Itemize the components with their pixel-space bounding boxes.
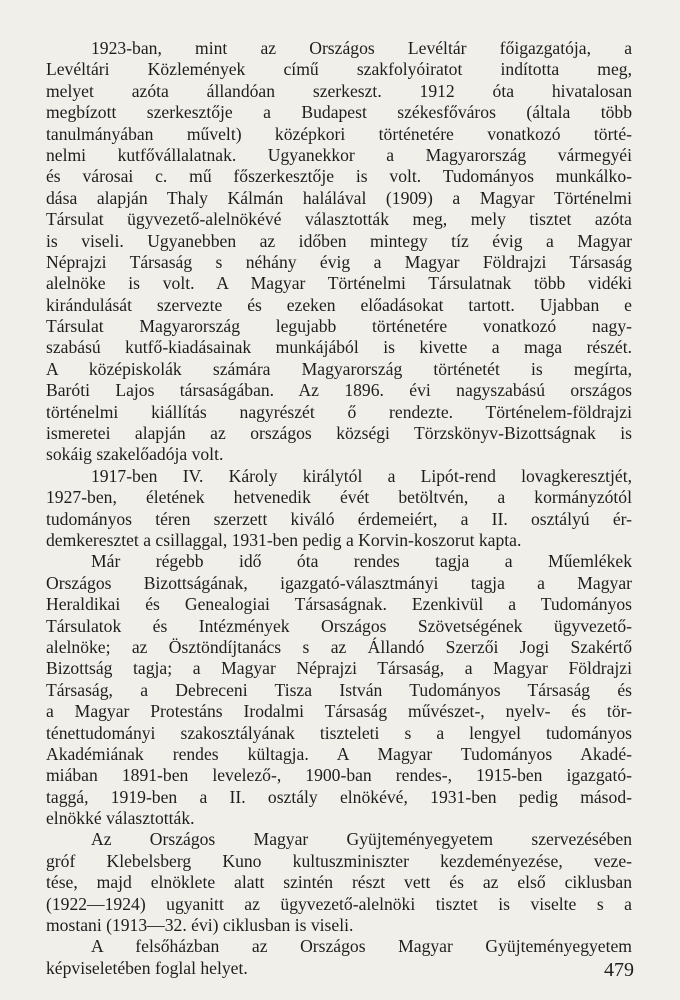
text-line: Társaság, a Debreceni Tisza István Tudományos Társaság és [46,679,632,700]
text-line: ismeretei alapján az országos községi Törzskönyv-Bizottságnak is [46,423,632,444]
text-line: alelnöke; az Ösztöndíjtanács s az Állandó Szerzői Jogi Szakértő [46,636,632,657]
text-line: Az Országos Magyar Gyüjteményegyetem szervezésében [91,829,632,850]
text-line: megbízott szerkesztője a Budapest székesfőváros (általa több [46,102,632,123]
text-line: is viseli. Ugyanebben az időben mintegy tíz évig a Magyar [46,230,632,251]
text-line: gróf Klebelsberg Kuno kultuszminiszter kezdeményezése, veze- [46,850,632,871]
text-line: Társulat ügyvezető-alelnökévé választották meg, mely tisztet azóta [46,209,632,230]
text-line: miában 1891-ben levelező-, 1900-ban rendes-, 1915-ben igazgató- [46,765,632,786]
text-line: tanulmányában művelt) középkori történetére vonatkozó törté- [46,123,632,144]
text-line: a Magyar Protestáns Irodalmi Társaság művészet-, nyelv- és tör- [46,701,632,722]
text-line: melyet azóta állandóan szerkeszt. 1912 óta hivatalosan [46,80,632,101]
text-line: Heraldikai és Genealogiai Társaságnak. Ezenkivül a Tudományos [46,594,632,615]
text-line: 1923-ban, mint az Országos Levéltár főigazgatója, a [91,38,632,58]
text-line: nelmi kutfővállalatnak. Ugyanekkor a Magyarország vármegyéi [46,144,632,165]
text-line: Társulatok és Intézmények Országos Szövetségének ügyvezető- [46,615,632,636]
text-line: képviseletében foglal helyet. [46,957,248,978]
text-line: mostani (1913—32. évi) ciklusban is viseli. [46,915,354,936]
text-line: tése, majd elnöklete alatt szintén részt vett és az első ciklusban [46,872,632,893]
text-line: szabású kutfő-kiadásainak munkájából is kivette a maga részét. [46,337,632,358]
text-line: Levéltári Közlemények című szakfolyóiratot indította meg, [46,59,632,80]
text-line: és városai c. mű főszerkesztője is volt. Tudományos munkálko- [46,166,632,187]
text-line: kirándulását szervezte és ezeken előadásokat tartott. Ujabban e [46,294,632,315]
text-line: demkeresztet a csillaggal, 1931-ben pedig a Korvin-koszorut kapta. [46,529,522,550]
text-line: A középiskolák számára Magyarország történetét is megírta, [46,358,632,379]
page-number: 479 [604,959,634,981]
text-line: Társulat Magyarország legujabb történetére vonatkozó nagy- [46,316,632,337]
text-line: taggá, 1919-ben a II. osztály elnökévé, 1931-ben pedig másod- [46,786,632,807]
text-line: alelnöke is volt. A Magyar Történelmi Társulatnak több vidéki [46,273,632,294]
text-line: sokáig szakelőadója volt. [46,444,224,465]
text-line: Országos Bizottságának, igazgató-választmányi tagja a Magyar [46,572,632,593]
text-line: Néprajzi Társaság s néhány évig a Magyar Földrajzi Társaság [46,251,632,272]
text-line: dása alapján Thaly Kálmán halálával (1909) a Magyar Történelmi [46,187,632,208]
text-line: történelmi kiállítás nagyrészét ő rendezte. Történelem-földrajzi [46,401,632,422]
text-line: ténettudományi szakosztályának tiszteleti s a lengyel tudományos [46,722,632,743]
text-line: A felsőházban az Országos Magyar Gyüjteményegyetem [91,936,632,957]
text-line: 1917-ben IV. Károly királytól a Lipót-rend lovagkeresztjét, [91,465,632,486]
text-line: (1922—1924) ugyanitt az ügyvezető-alelnöki tisztet is viselte s a [46,893,632,914]
text-line: Akadémiának rendes kültagja. A Magyar Tudományos Akadé- [46,743,632,764]
text-line: tudományos téren szerzett kiváló érdemeiért, a II. osztályú ér- [46,508,632,529]
text-line: Bizottság tagja; a Magyar Néprajzi Társaság, a Magyar Földrajzi [46,658,632,679]
text-line: Baróti Lajos társaságában. Az 1896. évi nagyszabású országos [46,380,632,401]
body-text [46,38,632,979]
text-line: 1927-ben, életének hetvenedik évét betöltvén, a kormányzótól [46,487,632,508]
text-line: Már régebb idő óta rendes tagja a Műemlékek [91,551,632,572]
text-line: elnökké választották. [46,808,195,829]
